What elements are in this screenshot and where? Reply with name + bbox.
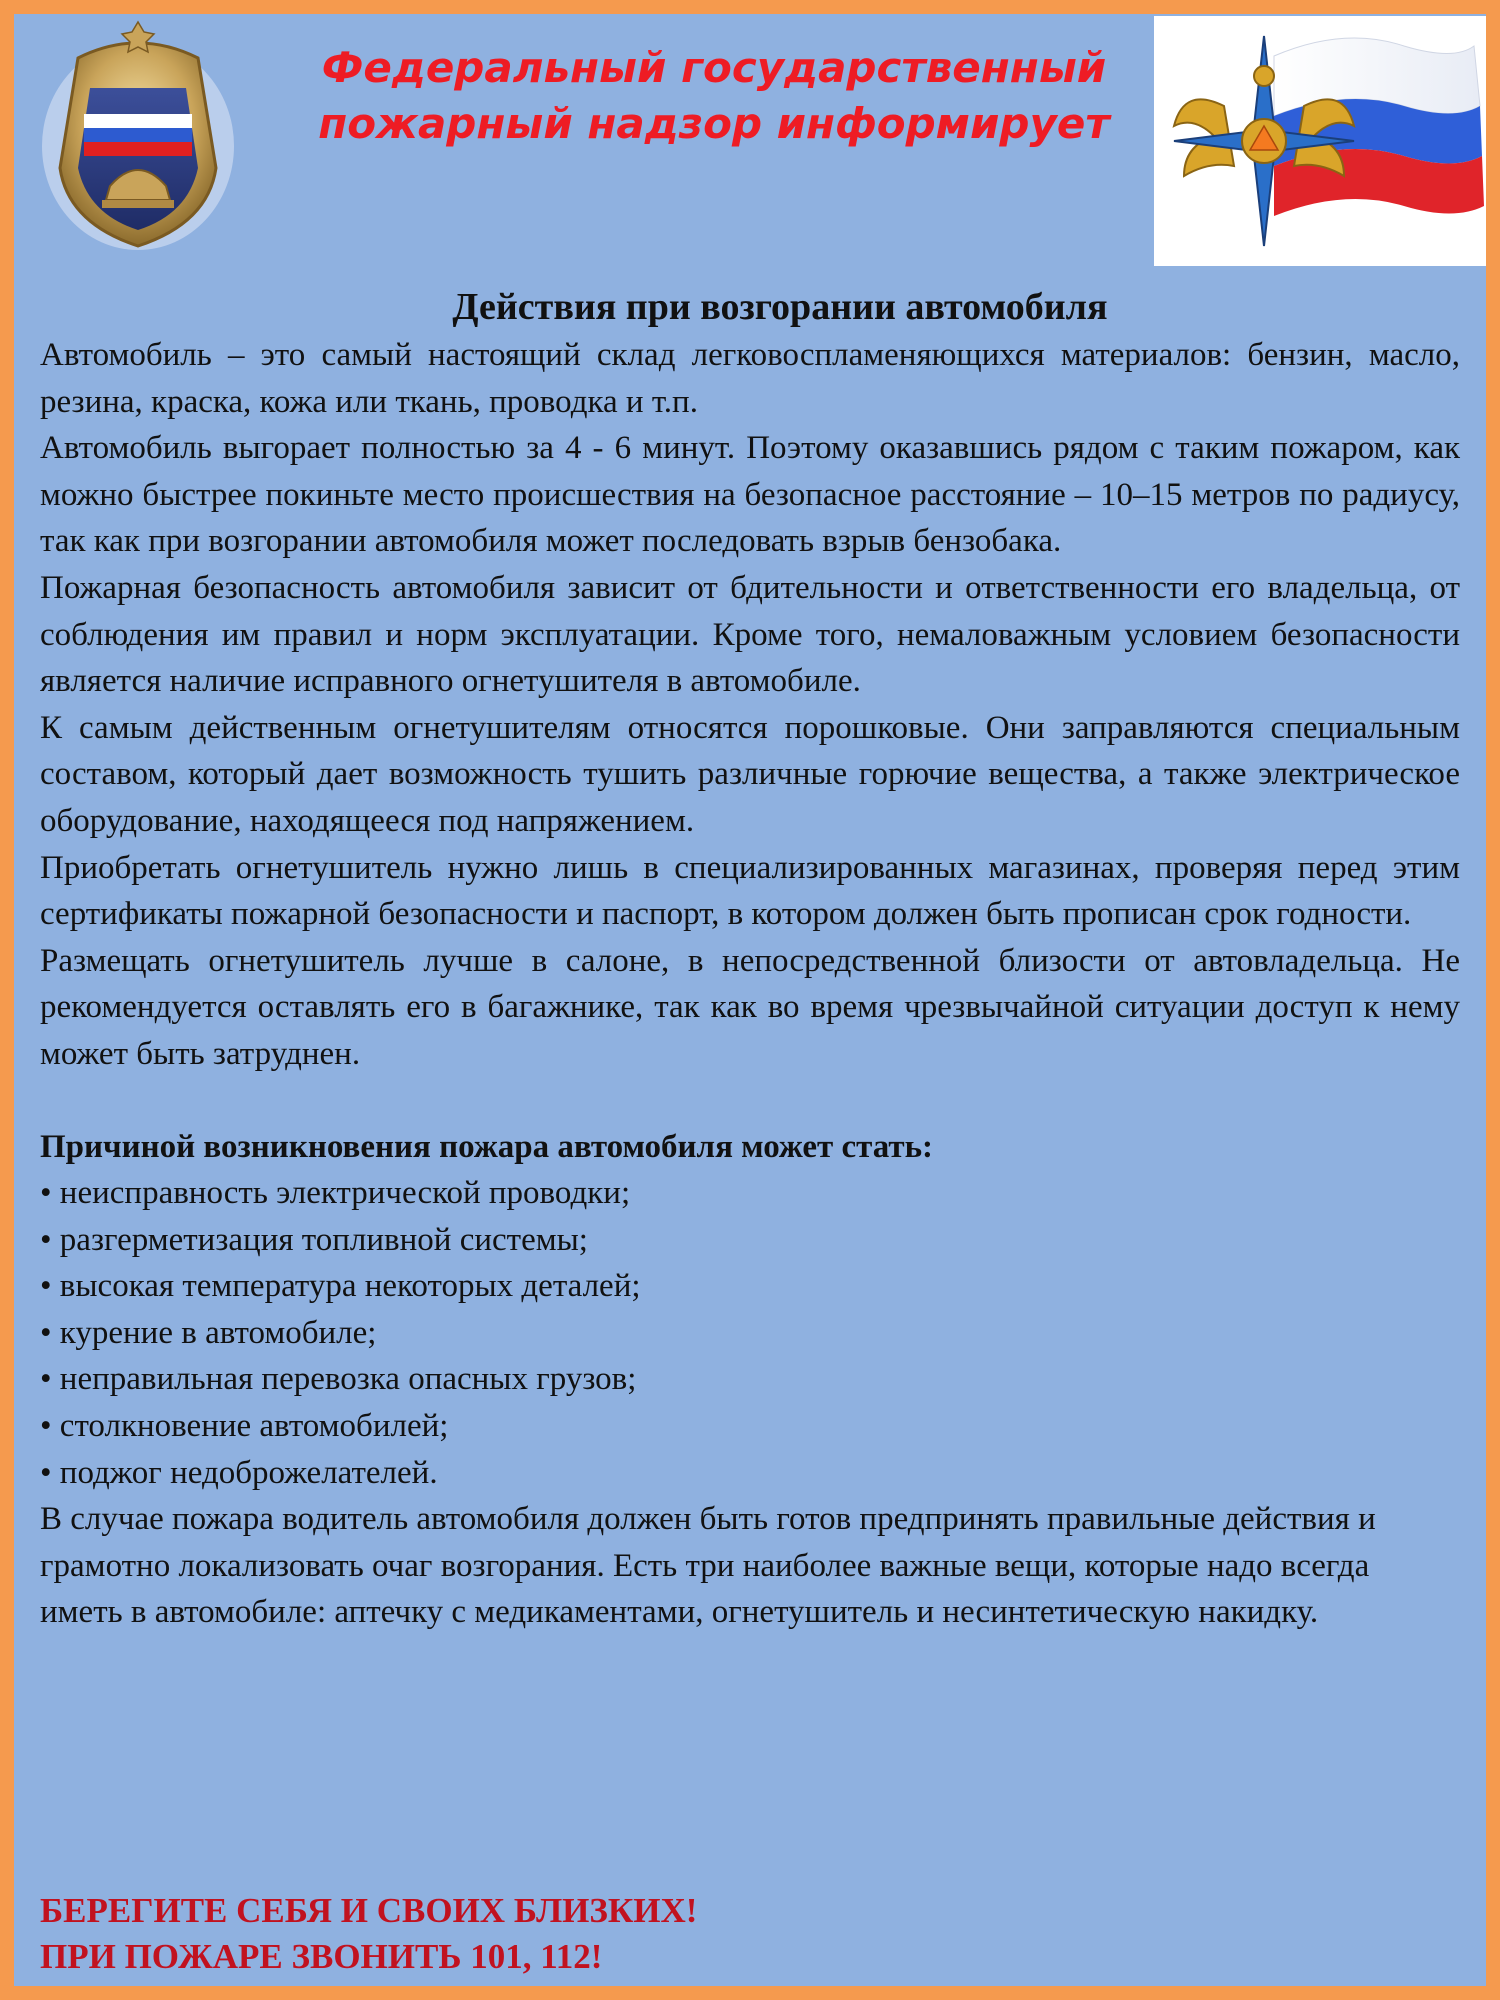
paragraph-2: Автомобиль выгорает полностью за 4 - 6 минут. Поэтому оказавшись рядом с таким пожаром, как можно быстрее покиньте место происшествия на безопасное расстояние – 10–15 метров по радиусу, так как при возгорании автомобиля может последовать взрыв бензобака. [40, 430, 1460, 560]
spacer [40, 1078, 1460, 1124]
paragraph-4: К самым действенным огнетушителям относятся порошковые. Они заправляются специальным составом, который дает возможность тушить различные горючие вещества, а также электрическое оборудование, находящееся под напряжением. [40, 709, 1460, 839]
paragraph-3: Пожарная безопасность автомобиля зависит от бдительности и ответственности его владельца, от соблюдения им правил и норм эксплуатации. Кроме того, немаловажным условием безопасности является наличие исправного огнетушителя в автомобиле. [40, 569, 1460, 700]
causes-list [40, 1170, 1460, 1496]
warning-line-1: БЕРЕГИТЕ СЕБЯ И СВОИХ БЛИЗКИХ! [40, 1891, 698, 1930]
emblem-panel [1154, 16, 1486, 266]
article [40, 282, 1460, 1636]
paragraph-5: Приобретать огнетушитель нужно лишь в специализированных магазинах, проверяя перед этим сертификаты пожарной безопасности и паспорт, в котором должен быть прописан срок годности. [40, 849, 1460, 933]
paragraph-1: Автомобиль – это самый настоящий склад легковоспламеняющихся материалов: бензин, масло, резина, краска, кожа или ткань, проводка и т.п. [40, 337, 1460, 420]
warning-block [40, 1888, 697, 1980]
list-item: • курение в автомобиле; [40, 1314, 377, 1351]
list-item: • неисправность электрической проводки; [40, 1175, 631, 1212]
emergency-ministry-emblem-icon [1154, 16, 1486, 266]
title-line-2: пожарный надзор информирует [318, 99, 1110, 148]
list-item: • разгерметизация топливной системы; [40, 1221, 588, 1258]
article-heading: Действия при возгорании автомобиля [452, 286, 1108, 328]
list-item: • поджог недоброжелателей. [40, 1454, 438, 1491]
page-title [274, 40, 1154, 152]
list-item: • высокая температура некоторых деталей; [40, 1268, 641, 1305]
causes-heading: Причиной возникновения пожара автомобиля может стать: [40, 1128, 934, 1165]
paragraph-6: Размещать огнетушитель лучше в салоне, в непосредственной близости от автовладельца. Не рекомендуется оставлять его в багажнике, так как во время чрезвычайной ситуации доступ к нему может быть затруднен. [40, 942, 1460, 1072]
title-line-1: Федеральный государственный [321, 43, 1107, 92]
final-paragraph: В случае пожара водитель автомобиля должен быть готов предпринять правильные действия и грамотно локализовать очаг возгорания. Есть три наиболее важные вещи, которые надо всегда иметь в автомобиле: аптечку с медикаментами, огнетушитель и несинтетическую накидку. [40, 1501, 1376, 1631]
warning-line-2: ПРИ ПОЖАРЕ ЗВОНИТЬ 101, 112! [40, 1937, 603, 1976]
list-item: • неправильная перевозка опасных грузов; [40, 1361, 637, 1398]
poster [14, 14, 1486, 1986]
list-item: • столкновение автомобилей; [40, 1408, 449, 1445]
fire-supervision-badge-icon [38, 18, 238, 258]
